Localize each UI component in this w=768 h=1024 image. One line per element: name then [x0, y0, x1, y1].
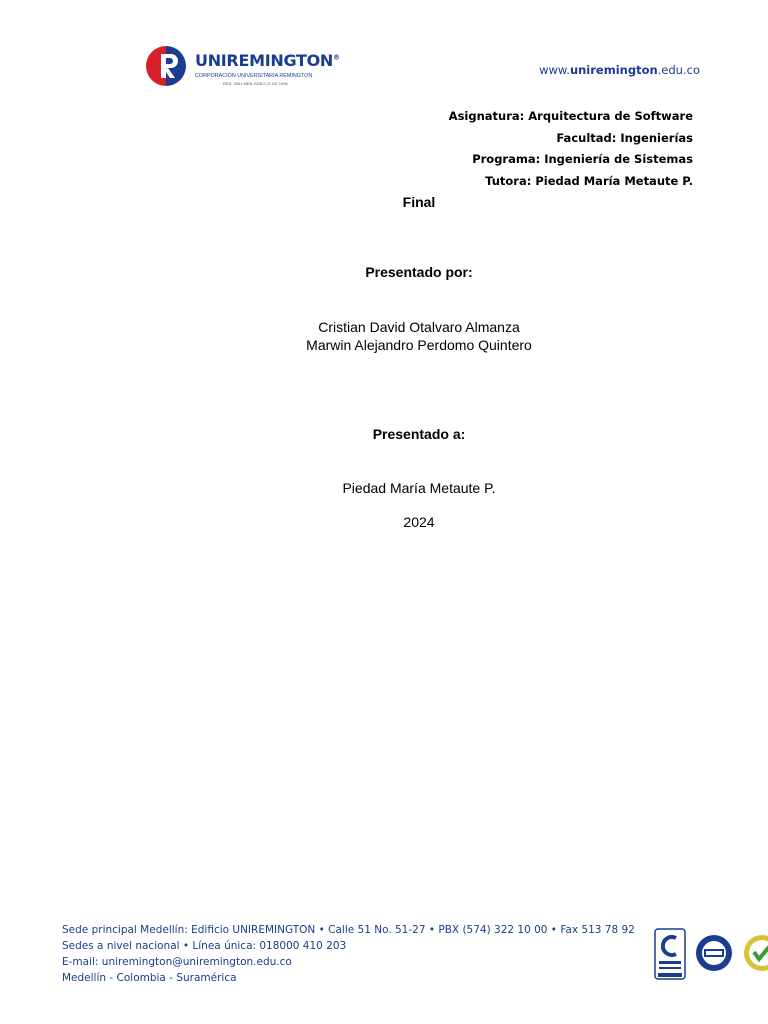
certification-seal-icon — [742, 933, 768, 973]
website-url: www.uniremington.edu.co — [539, 63, 700, 77]
author-name: Cristian David Otalvaro Almanza — [318, 319, 520, 335]
logo-resolution: RES. 2661 MEN JUNIO 21 DE 1996 — [223, 81, 288, 86]
uniremington-logo-icon — [144, 44, 188, 88]
logo-name: UNIREMINGTON® — [195, 51, 340, 70]
tutor-line: Tutora: Piedad María Metaute P. — [485, 174, 693, 188]
faculty-line: Facultad: Ingenierías — [556, 131, 693, 145]
footer-address: Sede principal Medellín: Edificio UNIREMINGTON • Calle 51 No. 51-27 • PBX (574) 322 10 00 • Fax 513 78 92 — [62, 924, 635, 936]
footer-national: Sedes a nivel nacional • Línea única: 018000 410 203 — [62, 940, 347, 952]
iqnet-seal-icon — [694, 933, 734, 973]
recipient-name: Piedad María Metaute P. — [342, 480, 496, 496]
logo-subtitle: CORPORACIÓN UNIVERSITARIA REMINGTON — [195, 73, 313, 79]
presented-by-label: Presentado por: — [365, 264, 473, 280]
subject-line: Asignatura: Arquitectura de Software — [448, 109, 693, 123]
icontec-seal-icon — [654, 928, 686, 980]
document-title: Final — [402, 194, 436, 210]
footer-email: E-mail: uniremington@uniremington.edu.co — [62, 956, 292, 968]
program-line: Programa: Ingeniería de Sistemas — [472, 152, 693, 166]
footer-location: Medellín - Colombia - Suramérica — [62, 972, 237, 984]
author-name: Marwin Alejandro Perdomo Quintero — [306, 337, 532, 353]
university-logo — [144, 44, 344, 94]
year: 2024 — [403, 514, 435, 530]
presented-to-label: Presentado a: — [372, 426, 466, 442]
